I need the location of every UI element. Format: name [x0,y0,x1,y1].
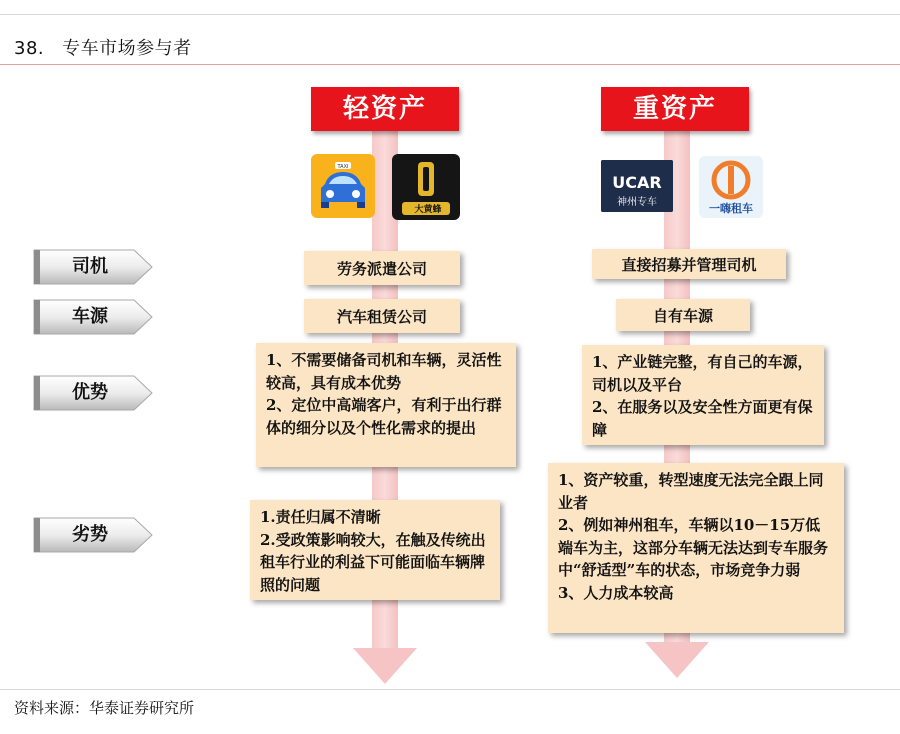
top-rule [0,14,900,15]
ucar-sublabel: 神州专车 [617,197,657,208]
figure-title: 专车市场参与者 [62,38,192,59]
taxi-app-logo [311,154,375,218]
yihai-logo [699,156,763,218]
heavy-disadvantages-box [548,463,844,633]
light-advantage-item: 2、定位中高端客户，有利于出行群体的细分以及个性化需求的提出 [266,396,502,437]
dahuangfeng-icon [392,154,460,220]
ucar-logo [601,160,673,212]
source-note: 资料来源：华泰证券研究所 [14,699,195,717]
heavy-disadvantage-item: 3、人力成本较高 [558,583,674,602]
light-driver-box: 劳务派遣公司 [304,251,460,285]
light-disadvantages-box [250,500,500,600]
taxi-logo-label: TAXI [337,164,349,170]
page-title [14,34,192,60]
light-disadvantage-item: 1.责任归属不清晰 [260,508,381,526]
row-label-vehicle-text: 车源 [72,306,108,327]
yihai-label: 一嗨租车 [709,202,753,215]
heavy-advantage-item: 2、在服务以及安全性方面更有保障 [592,398,813,439]
heavy-advantage-item: 1、产业链完整，有自己的车源，司机以及平台 [592,353,813,394]
yihai-icon [699,156,763,218]
light-disadvantage-item: 2.受政策影响较大，在触及传统出租车行业的利益下可能面临车辆牌照的问题 [260,530,486,594]
footer-rule [0,689,900,690]
title-rule [0,64,900,65]
dahuangfeng-label: 大黄蜂 [414,205,442,215]
heavy-vehicle-box: 自有车源 [616,299,750,331]
row-label-advantage [30,374,154,412]
figure-number: 38. [14,38,45,59]
light-asset-arrow-head [353,648,417,684]
ucar-icon [601,160,673,212]
heavy-advantages-box [582,345,824,445]
heavy-asset-arrow-head [645,642,709,678]
dahuangfeng-logo [392,154,460,220]
row-label-driver [30,248,154,286]
heavy-disadvantage-item: 1、资产较重，转型速度无法完全跟上同业者 [558,471,824,512]
row-label-disadvantage [30,516,154,554]
light-asset-header: 轻资产 [311,87,459,131]
heavy-driver-box: 直接招募并管理司机 [592,249,786,279]
row-label-vehicle [30,298,154,336]
heavy-asset-header: 重资产 [601,87,749,131]
row-label-disadvantage-text: 劣势 [72,524,108,545]
taxi-car-icon [311,154,375,218]
ucar-label: UCAR [612,173,662,192]
light-advantage-item: 1、不需要储备司机和车辆，灵活性较高，具有成本优势 [266,351,502,392]
light-advantages-box [256,343,516,467]
row-label-advantage-text: 优势 [72,382,108,403]
heavy-disadvantage-item: 2、例如神州租车，车辆以10－15万低端车为主，这部分车辆无法达到专车服务中“舒适型”车的状态，市场竞争力弱 [558,516,829,579]
row-label-driver-text: 司机 [72,256,108,277]
light-vehicle-box: 汽车租赁公司 [304,299,460,333]
